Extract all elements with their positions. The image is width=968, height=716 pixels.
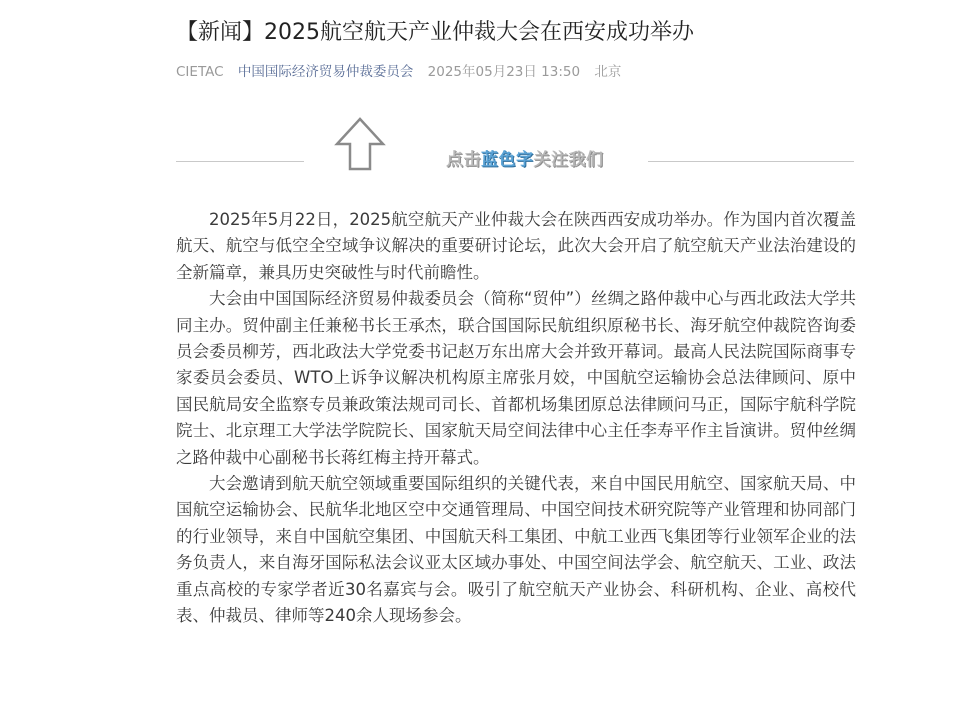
follow-banner bbox=[176, 112, 856, 182]
article-meta bbox=[176, 62, 631, 82]
up-arrow-icon bbox=[334, 116, 386, 172]
divider-left bbox=[176, 161, 304, 162]
article-title: 【新闻】2025航空航天产业仲裁大会在西安成功举办 bbox=[176, 20, 694, 45]
follow-text-blue: 蓝色字 bbox=[481, 150, 534, 170]
follow-prompt-text bbox=[446, 148, 604, 172]
paragraph: 2025年5月22日，2025航空航天产业仲裁大会在陕西西安成功举办。作为国内首次覆盖航天、航空与低空全空域争议解决的重要研讨论坛，此次大会开启了航空航天产业法治建设的全新篇章，兼具历史突破性与时代前瞻性。 bbox=[176, 210, 856, 282]
paragraph: 大会由中国国际经济贸易仲裁委员会（简称“贸仲”）丝绸之路仲裁中心与西北政法大学共同主办。贸仲副主任兼秘书长王承杰，联合国国际民航组织原秘书长、海牙航空仲裁院咨询委员会委员柳芳，西北政法大学党委书记赵万东出席大会并致开幕词。最高人民法院国际商事专家委员会委员、WTO上诉争议解决机构原主席张月姣，中国航空运输协会总法律顾问、原中国民航局安全监察专员兼政策法规司司长、首都机场集团原总法律顾问马正，国际宇航科学院院士、北京理工大学法学院院长、国家航天局空间法律中心主任李寿平作主旨演讲。贸仲丝绸之路仲裁中心副秘书长蒋红梅主持开幕式。 bbox=[176, 289, 856, 467]
paragraph: 大会邀请到航天航空领域重要国际组织的关键代表，来自中国民用航空、国家航天局、中国航空运输协会、民航华北地区空中交通管理局、中国空间技术研究院等产业管理和协同部门的行业领导，来自中国航空集团、中国航天科工集团、中航工业西飞集团等行业领军企业的法务负责人，来自海牙国际私法会议亚太区域办事处、中国空间法学会、航空航天、工业、政法重点高校的专家学者近30名嘉宾与会。吸引了航空航天产业协会、科研机构、企业、高校代表、仲裁员、律师等240余人现场参会。 bbox=[176, 474, 856, 626]
publish-datetime: 2025年05月23日 13:50 bbox=[427, 64, 581, 80]
divider-right bbox=[648, 161, 854, 162]
account-name-link[interactable]: 中国国际经济贸易仲裁委员会 bbox=[237, 64, 414, 80]
follow-text-us: 关注我们 bbox=[533, 150, 604, 170]
article-body bbox=[176, 207, 856, 630]
publish-location: 北京 bbox=[594, 64, 622, 80]
follow-text-click: 点击 bbox=[446, 150, 481, 170]
author-name: CIETAC bbox=[176, 64, 224, 80]
